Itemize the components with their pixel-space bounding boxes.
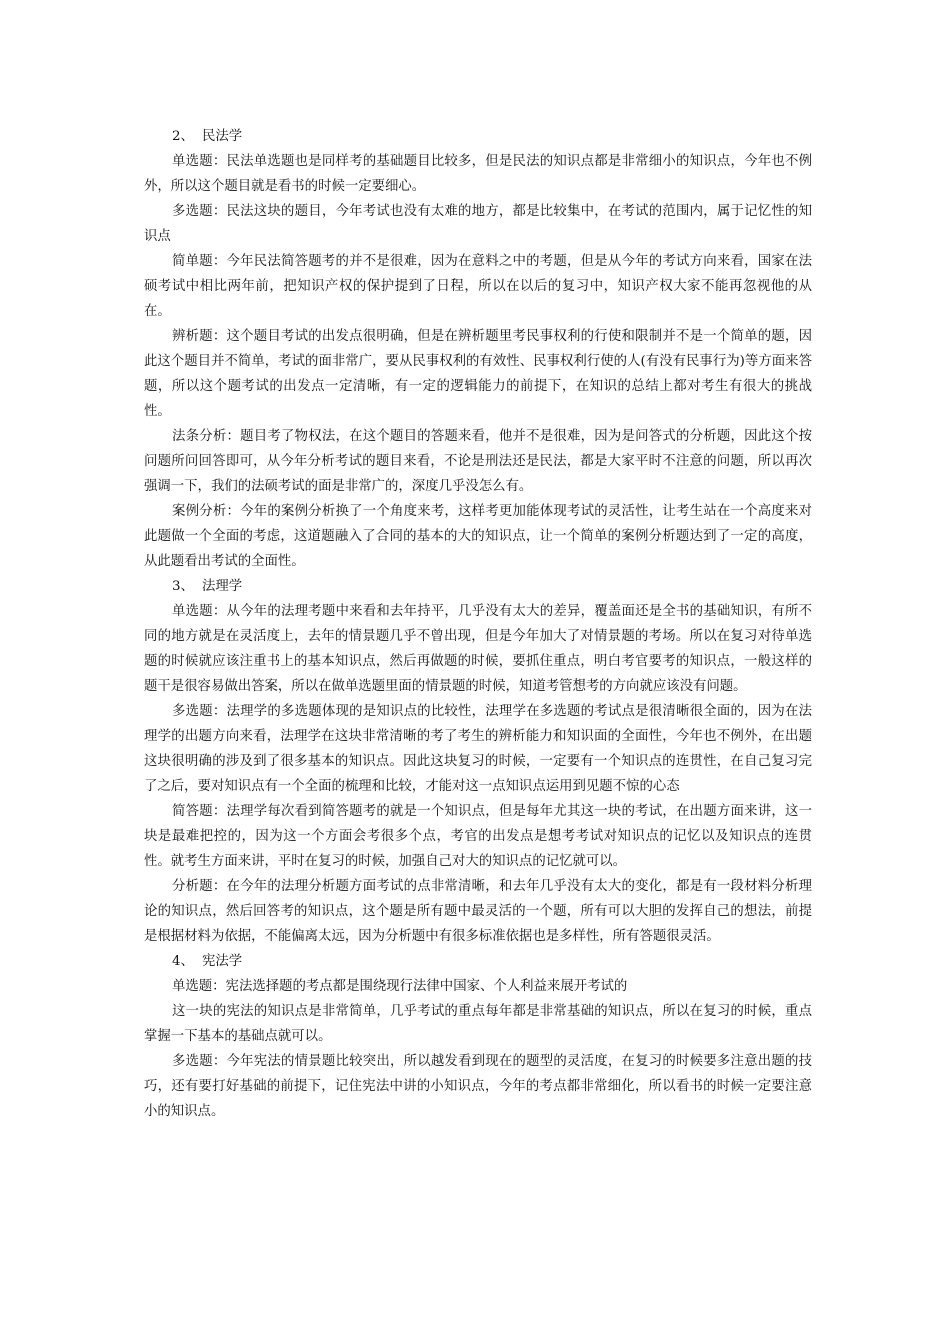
paragraph: 单选题：宪法选择题的考点都是围绕现行法律中国家、个人利益来展开考试的 [172, 979, 628, 994]
section-civil-law [144, 124, 812, 574]
section-heading [144, 124, 812, 149]
section-jurisprudence [144, 574, 812, 949]
paragraph: 单选题：从今年的法理考题中来看和去年持平，几乎没有太大的差异，覆盖面还是全书的基础知识，有所不同的地方就是在灵活度上，去年的情景题几乎不曾出现，但是今年加大了对情景题的考场。所以在复习对待单选题的时候就应该注重书上的基本知识点，然后再做题的时候，要抓住重点，明白考官要考的知识点，一般这样的题干是很容易做出答案，所以在做单选题里面的情景题的时候，知道考管想考的方向就应该没有问题。 [144, 604, 812, 694]
paragraph: 单选题：民法单选题也是同样考的基础题目比较多，但是民法的知识点都是非常细小的知识点，今年也不例外，所以这个题目就是看书的时候一定要细心。 [144, 154, 812, 194]
paragraph: 多选题：今年宪法的情景题比较突出，所以越发看到现在的题型的灵活度，在复习的时候要多注意出题的技巧，还有要打好基础的前提下，记住宪法中讲的小知识点，今年的考点都非常细化，所以看书的时候一定要注意小的知识点。 [144, 1054, 812, 1119]
section-title: 法理学 [202, 579, 243, 594]
paragraph: 多选题：法理学的多选题体现的是知识点的比较性，法理学在多选题的考试点是很清晰很全面的，因为在法理学的出题方向来看，法理学在这块非常清晰的考了考生的辨析能力和知识面的全面性，今年也不例外，在出题这块很明确的涉及到了很多基本的知识点。因此这块复习的时候，一定要有一个知识点的连贯性，在自己复习完了之后，要对知识点有一个全面的梳理和比较，才能对这一点知识点运用到见题不惊的心态 [144, 704, 812, 794]
section-title: 宪法学 [202, 954, 243, 969]
paragraph: 这一块的宪法的知识点是非常简单，几乎考试的重点每年都是非常基础的知识点，所以在复习的时候，重点掌握一下基本的基础点就可以。 [144, 1004, 812, 1044]
section-number: 3、 [172, 579, 194, 594]
document-page [144, 124, 812, 1124]
section-title: 民法学 [202, 129, 243, 144]
section-number: 2、 [172, 129, 194, 144]
paragraph: 简答题：法理学每次看到简答题考的就是一个知识点，但是每年尤其这一块的考试，在出题方面来讲，这一块是最难把控的，因为这一个方面会考很多个点，考官的出发点是想考考试对知识点的记忆以及知识点的连贯性。就考生方面来讲，平时在复习的时候，加强自己对大的知识点的记忆就可以。 [144, 804, 812, 869]
paragraph: 辨析题：这个题目考试的出发点很明确，但是在辨析题里考民事权利的行使和限制并不是一个简单的题，因此这个题目并不简单，考试的面非常广，要从民事权利的有效性、民事权利行使的人(有没有民事行为)等方面来答题，所以这个题考试的出发点一定清晰，有一定的逻辑能力的前提下，在知识的总结上都对考生有很大的挑战性。 [144, 329, 812, 419]
section-number: 4、 [172, 954, 194, 969]
paragraph: 分析题：在今年的法理分析题方面考试的点非常清晰，和去年几乎没有太大的变化，都是有一段材料分析理论的知识点，然后回答考的知识点，这个题是所有题中最灵活的一个题，所有可以大胆的发挥自己的想法，前提是根据材料为依据，不能偏离太远，因为分析题中有很多标准依据也是多样性，所有答题很灵活。 [144, 879, 812, 944]
paragraph: 多选题：民法这块的题目，今年考试也没有太难的地方，都是比较集中，在考试的范围内，属于记忆性的知识点 [144, 204, 812, 244]
paragraph: 法条分析：题目考了物权法，在这个题目的答题来看，他并不是很难，因为是问答式的分析题，因此这个按问题所问回答即可，从今年分析考试的题目来看，不论是刑法还是民法，都是大家平时不注意的问题，所以再次强调一下，我们的法硕考试的面是非常广的，深度几乎没怎么有。 [144, 429, 812, 494]
section-constitutional-law [144, 949, 812, 1124]
paragraph: 案例分析：今年的案例分析换了一个角度来考，这样考更加能体现考试的灵活性，让考生站在一个高度来对此题做一个全面的考虑，这道题融入了合同的基本的大的知识点，让一个简单的案例分析题达到了一定的高度，从此题看出考试的全面性。 [144, 504, 812, 569]
paragraph: 简单题：今年民法简答题考的并不是很难，因为在意料之中的考题，但是从今年的考试方向来看，国家在法硕考试中相比两年前，把知识产权的保护提到了日程，所以在以后的复习中，知识产权大家不能再忽视他的从在。 [144, 254, 812, 319]
section-heading [144, 574, 812, 599]
section-heading [144, 949, 812, 974]
